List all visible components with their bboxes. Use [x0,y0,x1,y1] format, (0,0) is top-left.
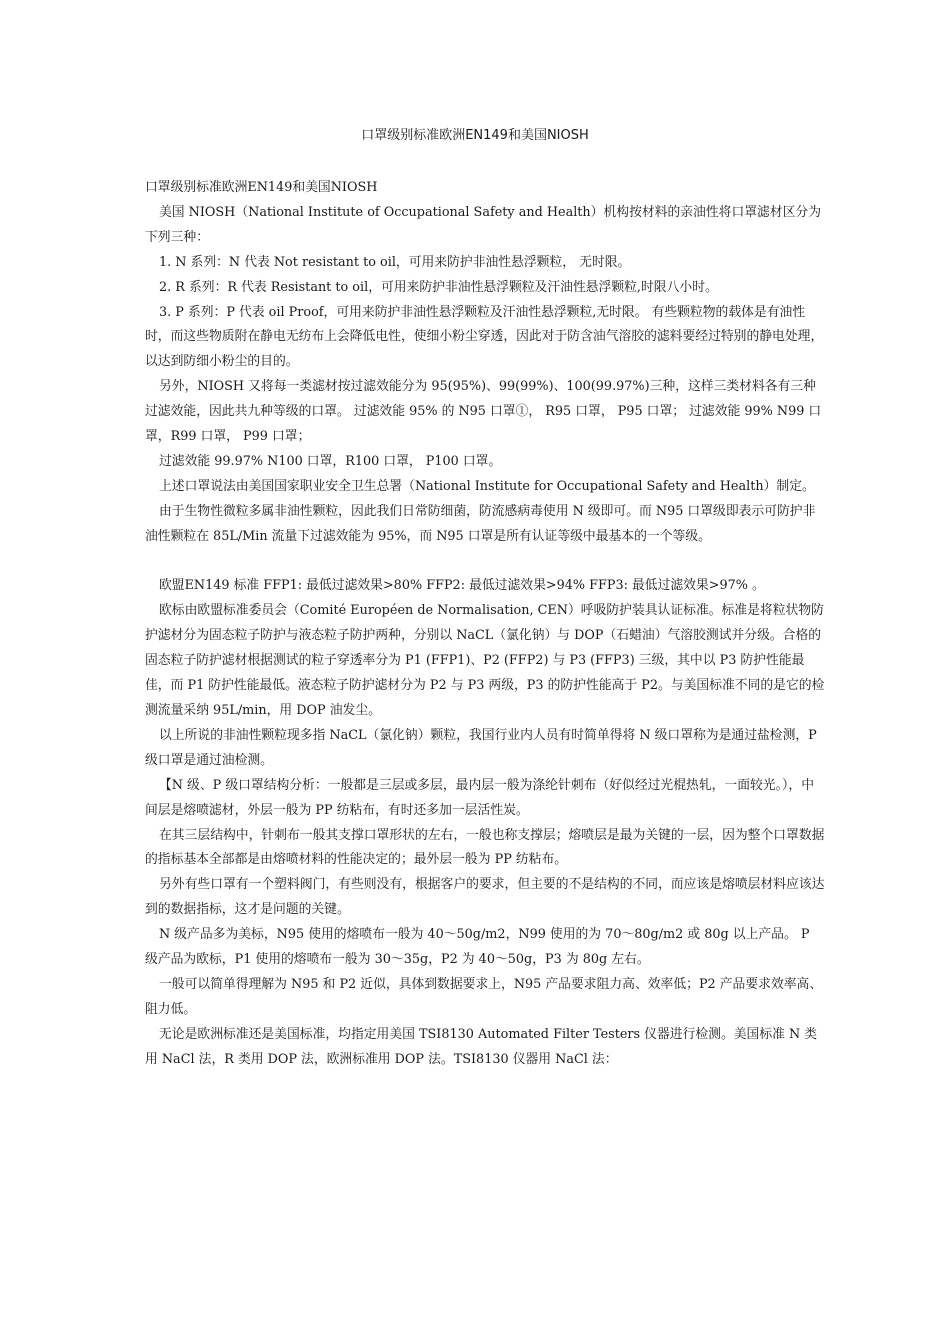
paragraph-n95-p2-compare: 一般可以简单得理解为 N95 和 P2 近似，具体到数据要求上，N95 产品要求阻力高、效率低；P2 产品要求效率高、阻力低。 [145,976,823,1017]
paragraph-structure-analysis: 【N 级、P 级口罩结构分析：一般都是三层或多层，最内层一般为涤纶针刺布（好似经过光棍热轧，一面较光。），中间层是熔喷滤材，外层一般为 PP 纺粘布，有时还多加一层活性炭。 [145,777,814,818]
paragraph-tsi8130: 无论是欧洲标准还是美国标准，均指定用美国 TSI8130 Automated Filter Testers 仪器进行检测。美国标准 N 类用 NaCl 法，R 类用 DOP 法，欧洲标准用 DOP 法。TSI8130 仪器用 NaCl 法： [145,1026,818,1067]
paragraph-niosh-intro: 美国 NIOSH（National Institute of Occupational Safety and Health）机构按材料的亲油性将口罩滤材区分为下列三种： [145,204,822,245]
paragraph-cen-standard: 欧标由欧盟标准委员会（Comité Européen de Normalisation, CEN）呼吸防护装具认证标准。标准是将粒状物防护滤材分为固态粒子防护与液态粒子防护两种，分别以 NaCL（氯化钠）与 DOP（石蜡油）气溶胶测试并分级。合格的固态粒子防护滤材根据测试的粒子穿透率分为 P1 (FFP1)、P2 (FFP2) 与 P3 (FFP3) 三级，其中以 P3 防护性能最佳，而 P1 防护性能最低。液态粒子防护滤材分为 P2 与 P3 两级，P3 的防护性能高于 P2。与美国标准不同的是它的检测流量采纳 95L/min，用 DOP 油发尘。 [145,603,825,719]
paragraph-efficiency-9997: 过滤效能 99.97% N100 口罩，R100 口罩， P100 口罩。 [159,453,502,469]
paragraph-meltblown-weights: N 级产品多为美标，N95 使用的熔喷布一般为 40～50g/m2，N99 使用的为 70～80g/m2 或 80g 以上产品。 P 级产品为欧标，P1 使用的熔喷布一般为 30～35g，P2 为 40～50g，P3 为 80g 左右。 [145,927,810,968]
document-body [145,176,825,1073]
paragraph-en149-ffp: 欧盟EN149 标准 FFP1: 最低过滤效果>80% FFP2: 最低过滤效果>94% FFP3: 最低过滤效果>97% 。 [159,578,765,594]
paragraph-niosh-origin: 上述口罩说法由美国国家职业安全卫生总署（National Institute for Occupational Safety and Health）制定。 [159,478,815,494]
document-title: 口罩级别标准欧洲EN149和美国NIOSH [361,128,589,143]
paragraph-n-series: 1. N 系列：N 代表 Not resistant to oil，可用来防护非油性悬浮颗粒， 无时限。 [159,254,631,270]
body-heading: 口罩级别标准欧洲EN149和美国NIOSH [145,180,378,195]
paragraph-three-layers: 在其三层结构中，针刺布一般其支撑口罩形状的左右，一般也称支撑层；熔喷层是最为关键的一层，因为整个口罩数据的指标基本全部都是由熔喷材料的性能决定的；最外层一般为 PP 纺粘布。 [145,827,825,868]
blank-line [145,550,825,575]
paragraph-n95-usage: 由于生物性微粒多属非油性颗粒，因此我们日常防细菌，防流感病毒使用 N 级即可。而 N95 口罩级即表示可防护非油性颗粒在 85L/Min 流量下过滤效能为 95%，而 N95 口罩是所有认证等级中最基本的一个等级。 [145,503,816,544]
paragraph-filter-efficiency: 另外，NIOSH 又将每一类滤材按过滤效能分为 95(95%)、99(99%)、100(99.97%)三种，这样三类材料各有三种过滤效能，因此共九种等级的口罩。 过滤效能 95% 的 N95 口罩①， R95 口罩， P95 口罩； 过滤效能 99% N99 口罩，R99 口罩， P99 口罩； [145,379,822,445]
paragraph-r-series: 2. R 系列：R 代表 Resistant to oil，可用来防护非油性悬浮颗粒及汗油性悬浮颗粒,时限八小时。 [159,279,718,295]
paragraph-valve: 另外有些口罩有一个塑料阀门，有些则没有，根据客户的要求，但主要的不是结构的不同，而应该是熔喷层材料应该达到的数据指标，这才是问题的关键。 [145,877,825,918]
paragraph-nacl-note: 以上所说的非油性颗粒现多指 NaCL（氯化钠）颗粒，我国行业内人员有时简单得将 N 级口罩称为是通过盐检测，P 级口罩是通过油检测。 [145,727,817,768]
paragraph-p-series: 3. P 系列：P 代表 oil Proof，可用来防护非油性悬浮颗粒及汗油性悬浮颗粒,无时限。 有些颗粒物的载体是有油性时，而这些物质附在静电无纺布上会降低电性，使细小粉尘穿透，因此对于防含油气溶胶的滤料要经过特别的静电处理，以达到防细小粉尘的目的。 [145,304,824,370]
